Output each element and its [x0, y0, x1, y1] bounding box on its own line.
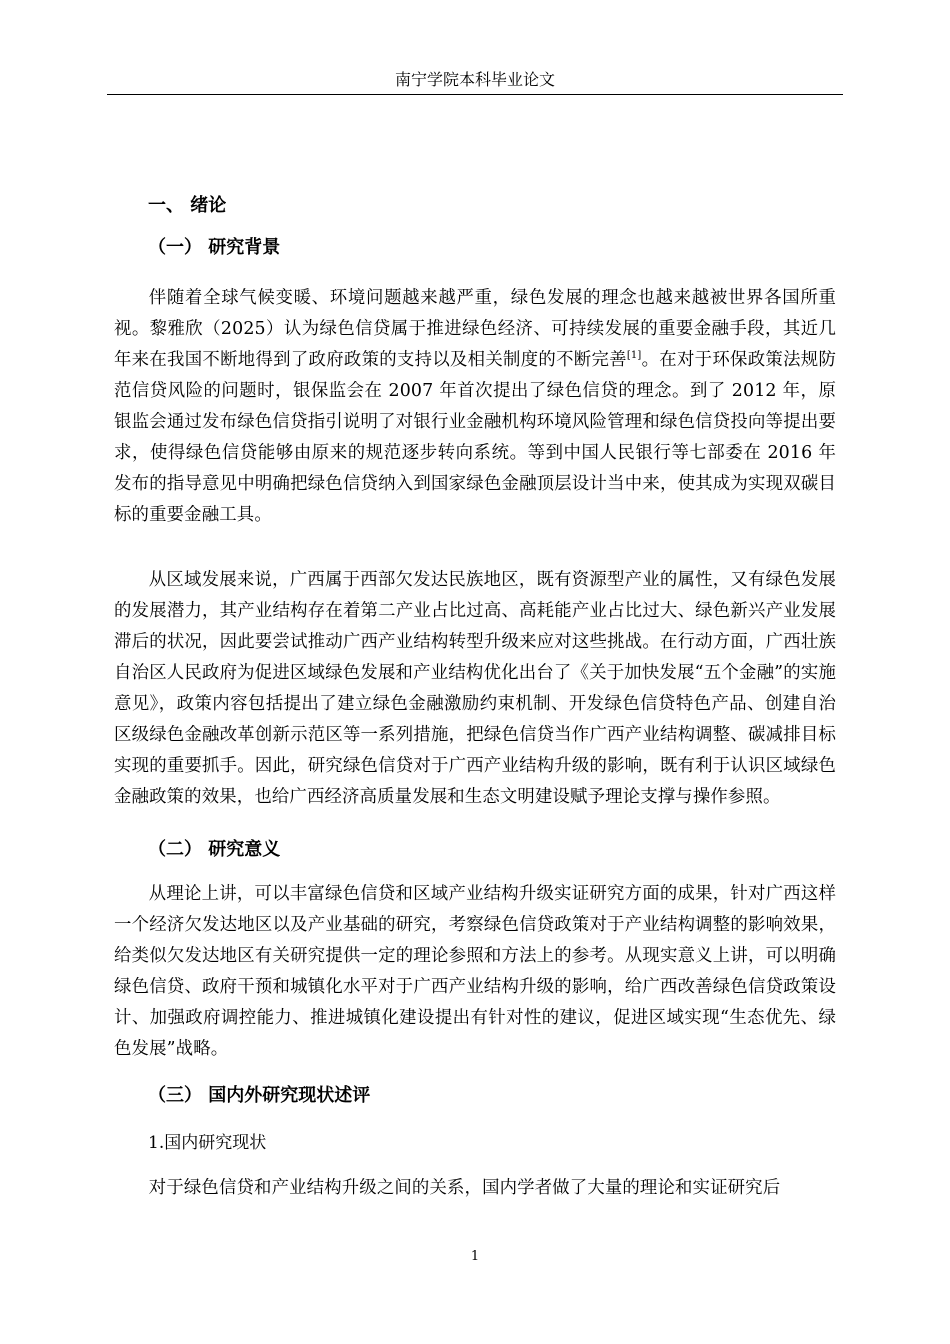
paragraph-background-2: 从区域发展来说，广西属于西部欠发达民族地区，既有资源型产业的属性，又有绿色发展的发展潜力，其产业结构存在着第二产业占比过高、高耗能产业占比过大、绿色新兴产业发展滞后的状况，因此要尝试推动广西产业结构转型升级来应对这些挑战。在行动方面，广西壮族自治区人民政府为促进区域绿色发展和产业结构优化出台了《关于加快发展“五个金融”的实施意见》，政策内容包括提出了建立绿色金融激励约束机制、开发绿色信贷特色产品、创建自治区级绿色金融改革创新示范区等一系列措施，把绿色信贷当作广西产业结构调整、碳减排目标实现的重要抓手。因此，研究绿色信贷对于广西产业结构升级的影响，既有利于认识区域绿色金融政策的效果，也给广西经济高质量发展和生态文明建设赋予理论支撑与操作参照。: [114, 570, 836, 807]
paragraph-text: 伴随着全球气候变暖、环境问题越来越严重，绿色发展的理念也越来越被世界各国所重视。黎雅欣（2025）认为绿色信贷属于推进绿色经济、可持续发展的重要金融手段，其近几年来在我国不断地得到了政府政策的支持以及相关制度的不断完善: [114, 288, 836, 370]
page-header: [107, 70, 843, 95]
section-heading-significance: （二） 研究意义: [148, 839, 281, 860]
chapter-heading: 一、 绪论: [148, 195, 227, 216]
section-heading-literature: （三） 国内外研究现状述评: [148, 1085, 371, 1106]
paragraph-domestic: 对于绿色信贷和产业结构升级之间的关系，国内学者做了大量的理论和实证研究后: [148, 1178, 781, 1198]
citation-ref[interactable]: [1]: [626, 350, 642, 362]
header-title: 南宁学院本科毕业论文: [394, 70, 555, 89]
paragraph-significance: 从理论上讲，可以丰富绿色信贷和区域产业结构升级实证研究方面的成果，针对广西这样一个经济欠发达地区以及产业基础的研究，考察绿色信贷政策对于产业结构调整的影响效果，给类似欠发达地区有关研究提供一定的理论参照和方法上的参考。从现实意义上讲，可以明确绿色信贷、政府干预和城镇化水平对于广西产业结构升级的影响，给广西改善绿色信贷政策设计、加强政府调控能力、推进城镇化建设提出有针对性的建议，促进区域实现“生态优先、绿色发展”战略。: [114, 884, 836, 1059]
section-heading-background: （一） 研究背景: [148, 237, 281, 258]
subsection-heading-domestic: 1.国内研究现状: [148, 1133, 267, 1153]
page-number: 1: [470, 1249, 480, 1264]
paragraph-text-cont: 。在对于环保政策法规防范信贷风险的问题时，银保监会在 2007 年首次提出了绿色信贷的理念。到了 2012 年，原银监会通过发布绿色信贷指引说明了对银行业金融机构环境风险管理和绿色信贷投向等提出要求，使得绿色信贷能够由原来的规范逐步转向系统。等到中国人民银行等七部委在 2016 年发布的指导意见中明确把绿色信贷纳入到国家绿色金融顶层设计当中来，使其成为实现双碳目标的重要金融工具。: [114, 350, 836, 525]
paragraph-background-1: [114, 283, 836, 531]
